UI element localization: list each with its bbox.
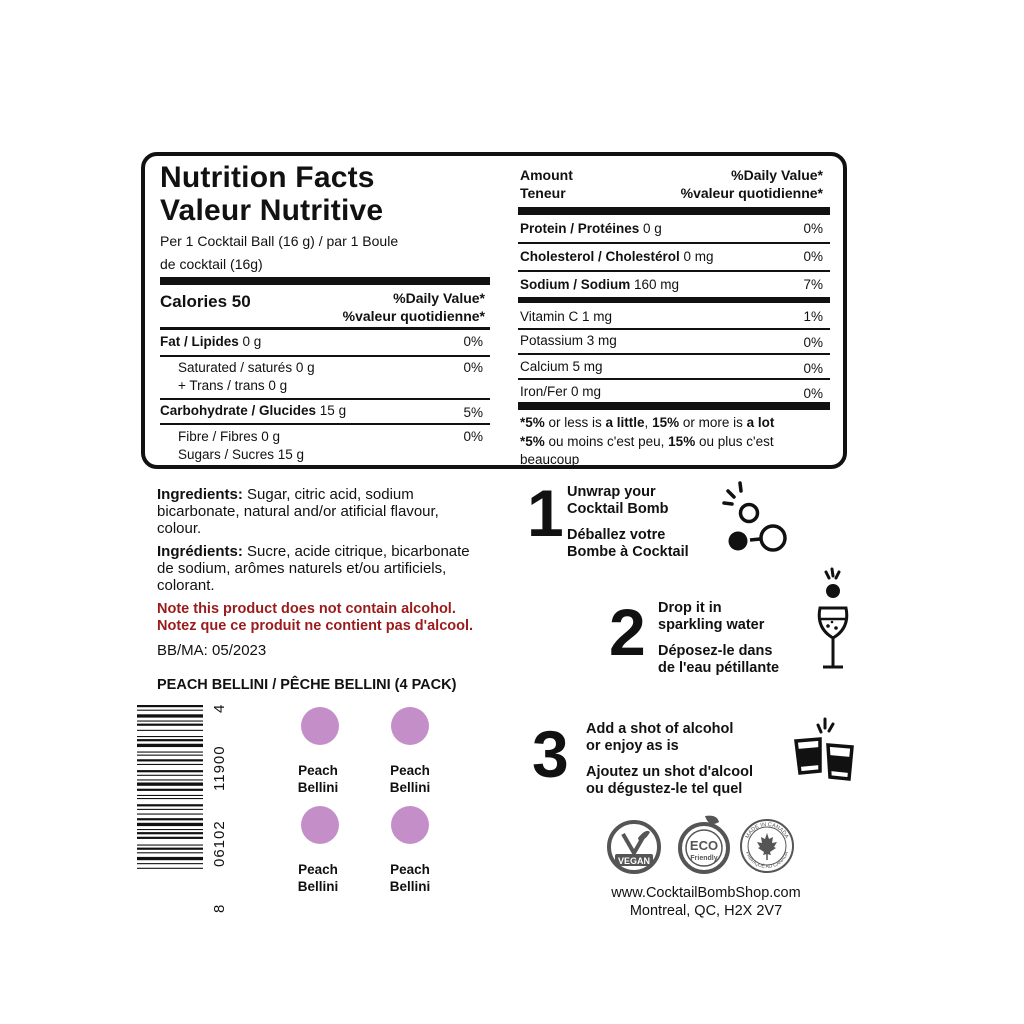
shot-glasses-icon xyxy=(792,715,858,788)
barcode-bar xyxy=(137,823,203,826)
barcode-bar xyxy=(137,775,203,776)
barcode-bar xyxy=(137,739,203,741)
serving-size-line1: Per 1 Cocktail Ball (16 g) / par 1 Boule xyxy=(160,233,399,249)
step-1-text-fr: Déballez votre Bombe à Cocktail xyxy=(567,527,689,560)
sodium-row: Sodium / Sodium 160 mg xyxy=(520,277,680,292)
barcode-bar xyxy=(137,832,203,834)
saturated-pct: 0% xyxy=(463,360,483,375)
barcode-bar xyxy=(137,804,203,806)
protein-row: Protein / Protéines 0 g xyxy=(520,221,662,236)
flavor-label-1: Peach Bellini xyxy=(297,763,339,795)
barcode-bar xyxy=(137,863,203,864)
barcode-bar xyxy=(137,744,203,747)
barcode-bar xyxy=(137,852,203,853)
vitamin-c-pct: 1% xyxy=(803,309,823,324)
fibre-row: Fibre / Fibres 0 g xyxy=(178,429,281,444)
amount-header-en: Amount xyxy=(520,167,573,183)
barcode-digit-first: 8 xyxy=(211,904,228,913)
website-link[interactable]: www.CocktailBombShop.com xyxy=(611,885,801,901)
bomb-balls-icon xyxy=(718,477,798,562)
iron-pct: 0% xyxy=(803,386,823,401)
fat-row: Fat / Lipides 0 g xyxy=(160,334,262,349)
fat-pct: 0% xyxy=(463,334,483,349)
step-1-text-en: Unwrap your Cocktail Bomb xyxy=(567,484,669,517)
trans-row: + Trans / trans 0 g xyxy=(178,378,288,393)
nutrition-title-en: Nutrition Facts xyxy=(160,161,375,194)
eco-badge-subtext: Friendly xyxy=(690,855,718,862)
step-3-text-en: Add a shot of alcohol or enjoy as is xyxy=(586,721,734,754)
flavor-label-2: Peach Bellini xyxy=(389,763,431,795)
vegan-badge-text: VEGAN xyxy=(617,856,651,866)
potassium-row: Potassium 3 mg xyxy=(520,333,617,348)
footnote-fr-2: beaucoup xyxy=(520,452,580,467)
barcode-bar xyxy=(137,783,203,786)
eco-friendly-badge xyxy=(675,812,733,883)
ingredients-en: Ingredients: Sugar, citric acid, sodium bicarbonate, natural and/or atificial flavour, colour. xyxy=(157,486,439,537)
barcode-bar xyxy=(137,814,203,815)
flavor-label-3: Peach Bellini xyxy=(297,862,339,894)
barcode-bar xyxy=(137,848,203,850)
step-2-text-fr: Déposez-le dans de l'eau pétillante xyxy=(658,643,780,676)
fibre-pct: 0% xyxy=(463,429,483,444)
cholesterol-pct: 0% xyxy=(803,249,823,264)
barcode-bar xyxy=(137,795,203,796)
step-3-number: 3 xyxy=(532,717,569,791)
alcohol-note-fr: Notez que ce produit ne contient pas d'alcool. xyxy=(157,618,474,634)
barcode-bar xyxy=(137,705,203,707)
product-name: PEACH BELLINI / PÊCHE BELLINI (4 PACK) xyxy=(157,677,457,693)
barcode-bar xyxy=(137,736,203,737)
flavor-ball-icon xyxy=(391,806,429,844)
barcode-bar xyxy=(137,789,203,791)
barcode-bar xyxy=(137,721,203,722)
flavor-ball-icon xyxy=(301,707,339,745)
protein-pct: 0% xyxy=(803,221,823,236)
thick-rule xyxy=(518,402,830,410)
barcode-bar xyxy=(137,755,203,756)
barcode-digits xyxy=(209,699,227,919)
vegan-badge xyxy=(606,818,662,881)
barcode-bar xyxy=(137,714,203,717)
rule xyxy=(518,242,830,244)
barcode-bar xyxy=(137,752,203,753)
rule xyxy=(518,270,830,272)
step-2-number: 2 xyxy=(609,595,646,669)
rule xyxy=(518,353,830,355)
made-in-canada-badge xyxy=(739,817,795,880)
barcode xyxy=(137,703,227,915)
step-3-text-fr: Ajoutez un shot d'alcool ou dégustez-le tel quel xyxy=(586,764,753,797)
dv-right-header-en: %Daily Value* xyxy=(731,167,823,183)
rule xyxy=(160,355,490,357)
barcode-bar xyxy=(137,809,203,810)
sugars-row: Sugars / Sucres 15 g xyxy=(178,447,305,462)
barcode-bar xyxy=(137,829,203,830)
iron-row: Iron/Fer 0 mg xyxy=(520,384,602,399)
step-1-number: 1 xyxy=(527,476,564,550)
barcode-bar xyxy=(137,818,203,820)
rule xyxy=(160,398,490,400)
barcode-group1: 06102 xyxy=(211,820,228,867)
rule xyxy=(518,378,830,380)
vitamin-c-row: Vitamin C 1 mg xyxy=(520,309,613,324)
canada-badge-top-text: MADE IN CANADA xyxy=(744,821,790,840)
wine-glass-icon xyxy=(812,566,856,677)
flavor-ball-icon xyxy=(391,707,429,745)
barcode-bar xyxy=(137,710,203,711)
calories-label: Calories 50 xyxy=(160,292,251,311)
barcode-group2: 11900 xyxy=(211,745,228,791)
sodium-pct: 7% xyxy=(803,277,823,292)
barcode-bar xyxy=(137,770,203,772)
barcode-digit-last: 4 xyxy=(211,704,228,713)
dv-header-fr: %valeur quotidienne* xyxy=(342,308,485,324)
carbohydrate-row: Carbohydrate / Glucides 15 g xyxy=(160,403,347,418)
barcode-bar xyxy=(137,845,203,846)
flavor-ball-icon xyxy=(301,806,339,844)
barcode-bar xyxy=(137,759,203,761)
dv-header-en: %Daily Value* xyxy=(393,290,485,306)
saturated-row: Saturated / saturés 0 g xyxy=(178,360,315,375)
rule xyxy=(160,327,490,330)
eco-badge-text: ECO xyxy=(689,838,719,853)
best-before-date: BB/MA: 05/2023 xyxy=(157,642,267,659)
address: Montreal, QC, H2X 2V7 xyxy=(629,903,783,919)
barcode-bar xyxy=(137,764,203,765)
nutrition-title-fr: Valeur Nutritive xyxy=(160,194,384,227)
calcium-pct: 0% xyxy=(803,361,823,376)
barcode-bar xyxy=(137,857,203,860)
barcode-bar xyxy=(137,779,203,780)
flavor-label-4: Peach Bellini xyxy=(389,862,431,894)
cholesterol-row: Cholesterol / Cholestérol 0 mg xyxy=(520,249,714,264)
ingredients-fr: Ingrédients: Sucre, acide citrique, bicarbonate de sodium, arômes naturels et/ou artificiels, colorant. xyxy=(157,543,470,594)
barcode-bar xyxy=(137,798,203,799)
thick-rule xyxy=(518,297,830,303)
potassium-pct: 0% xyxy=(803,335,823,350)
alcohol-note-en: Note this product does not contain alcohol. xyxy=(157,601,456,617)
nutrition-facts-panel xyxy=(141,152,847,469)
barcode-bar xyxy=(137,837,203,839)
barcode-bar xyxy=(137,724,203,726)
carbohydrate-pct: 5% xyxy=(463,405,483,420)
amount-header-fr: Teneur xyxy=(520,185,566,201)
footnote-en: *5% or less is a little, 15% or more is a lot xyxy=(520,415,775,430)
footnote-fr: *5% ou moins c'est peu, 15% ou plus c'est xyxy=(520,434,774,449)
thick-rule xyxy=(518,207,830,215)
rule xyxy=(160,423,490,425)
thick-rule xyxy=(160,277,490,285)
barcode-bar xyxy=(137,868,203,869)
serving-size-line2: de cocktail (16g) xyxy=(160,256,263,272)
dv-right-header-fr: %valeur quotidienne* xyxy=(680,185,823,201)
barcode-bar xyxy=(137,730,203,731)
rule xyxy=(518,328,830,330)
calcium-row: Calcium 5 mg xyxy=(520,359,603,374)
step-2-text-en: Drop it in sparkling water xyxy=(658,600,765,633)
canada-badge-bottom-text: FABRIQUÉ AU CANADA xyxy=(744,850,790,871)
